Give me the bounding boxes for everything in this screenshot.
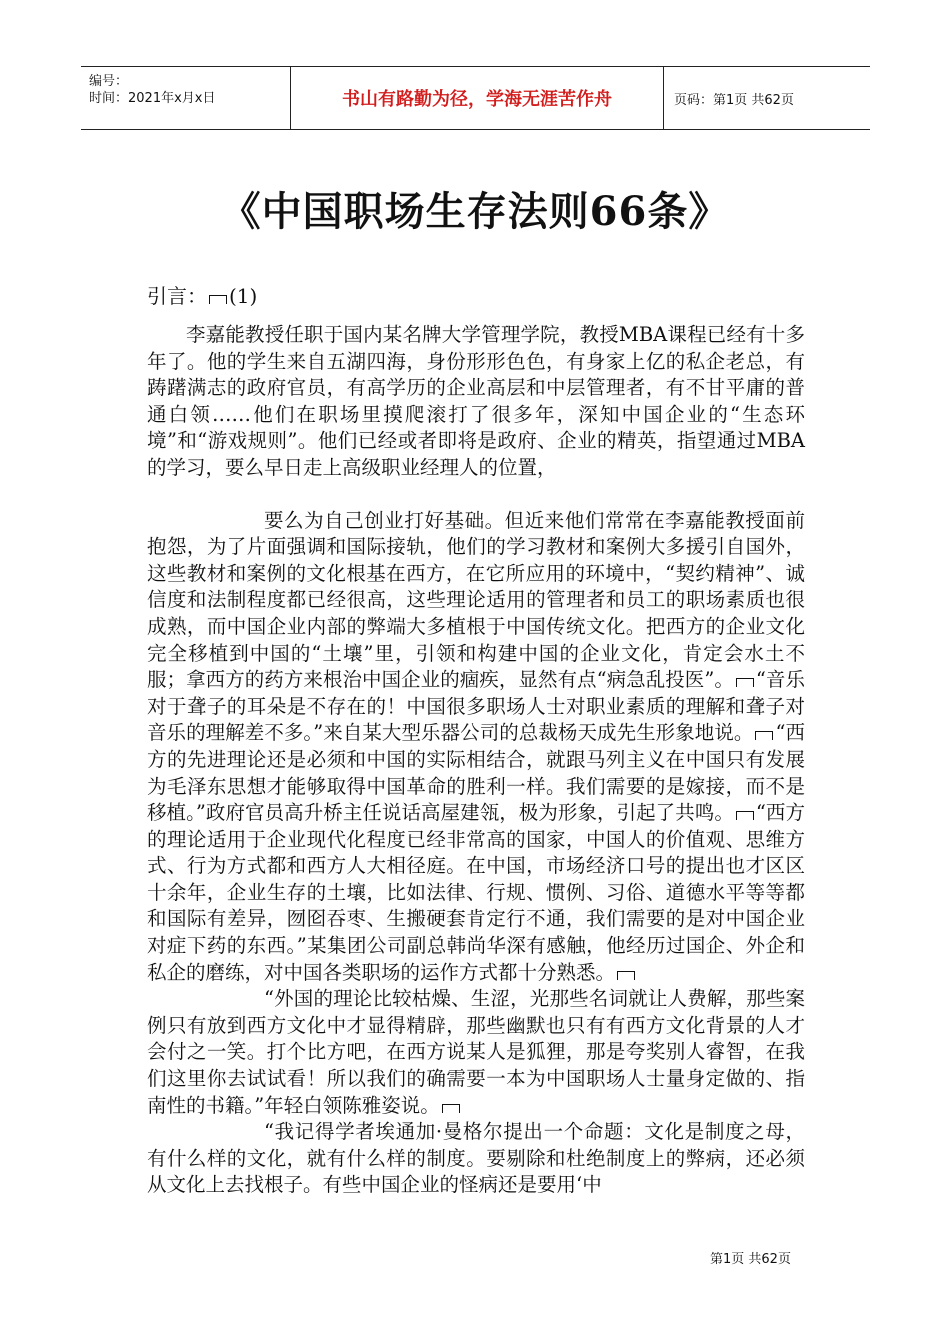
bracket-mark-icon: [736, 811, 754, 820]
intro-heading: [147, 280, 257, 309]
header-motto: 书山有路勤为径，学海无涯苦作舟: [290, 67, 664, 129]
paragraph-2-text-a: 要么为自己创业打好基础。但近来他们常常在李嘉能教授面前抱怨，为了片面强调和国际接轨，他们的学习教材和案例大多援引自国外，这些教材和案例的文化根基在西方，在它所应用的环境中，“契约精神”、诚信度和法制程度都已经很高，这些理论适用的管理者和员工的职场素质也很成熟，而中国企业内部的弊端大多植根于中国传统文化。把西方的企业文化完全移植到中国的“土壤”里，引领和构建中国的企业文化，肯定会水土不服；拿西方的药方来根治中国企业的痼疾，显然有点“病急乱投医”。: [147, 508, 805, 692]
bracket-mark-icon: [442, 1104, 460, 1113]
page-footer: 第1页 共62页: [710, 1252, 791, 1267]
paragraph-2-text-b: “音乐对于聋子的耳朵是不存在的！中国很多职场人士对职业素质的理解和聋子对音乐的理解差不多。”来自某大型乐器公司的总裁杨天成先生形象地说。: [147, 668, 805, 745]
intro-label: 引言：: [147, 284, 207, 308]
document-time-label: 时间：2021年x月x日: [89, 91, 216, 106]
paragraph-3-text: “外国的理论比较枯燥、生涩，光那些名词就让人费解，那些案例只有放到西方文化中才显得精辟，那些幽默也只有有西方文化背景的人才会付之一笑。打个比方吧，在西方说某人是狐狸，那是夸奖别人睿智，在我们这里你去试试看！所以我们的确需要一本为中国职场人士量身定做的、指南性的书籍。”年轻白领陈雅姿说。: [147, 987, 805, 1117]
document-body: [147, 322, 805, 1199]
paragraph-2-text-c: “西方的先进理论还是必须和中国的实际相结合，就跟马列主义在中国只有发展为毛泽东思想才能够取得中国革命的胜利一样。我们需要的是嫁接，而不是移植。”政府官员高升桥主任说话高屋建瓴，极为形象，引起了共鸣。: [147, 721, 805, 825]
header-table: [81, 66, 870, 130]
intro-number: (1): [229, 284, 258, 308]
bracket-mark-icon: [736, 678, 754, 687]
paragraph-3: [147, 986, 805, 1119]
document-number-label: 编号：: [89, 74, 129, 89]
paragraph-2-text-d: “西方的理论适用于企业现代化程度已经非常高的国家，中国人的价值观、思维方式、行为方式都和西方人大相径庭。在中国，市场经济口号的提出也才区区十余年，企业生存的土壤，比如法律、行规、惯例、习俗、道德水平等等都和国际有差异，囫囵吞枣、生搬硬套肯定行不通，我们需要的是对中国企业对症下药的东西。”某集团公司副总韩尚华深有感触，他经历过国企、外企和私企的磨练，对中国各类职场的运作方式都十分熟悉。: [147, 801, 805, 984]
bracket-mark-icon: [617, 971, 635, 980]
paragraph-1: 李嘉能教授任职于国内某名牌大学管理学院，教授MBA课程已经有十多年了。他的学生来自五湖四海，身份形形色色，有身家上亿的私企老总，有踌躇满志的政府官员，有高学历的企业高层和中层管理者，有不甘平庸的普通白领……他们在职场里摸爬滚打了很多年，深知中国企业的“生态环境”和“游戏规则”。他们已经或者即将是政府、企业的精英，指望通过MBA的学习，要么早日走上高级职业经理人的位置，: [147, 323, 805, 479]
header-page-code: 页码：第1页 共62页: [674, 92, 794, 108]
header-meta: [81, 67, 290, 129]
document-title: 《中国职场生存法则66条》: [220, 188, 730, 235]
bracket-mark-icon: [209, 295, 227, 304]
bracket-mark-icon: [755, 731, 773, 740]
paragraph-4: “我记得学者埃通加·曼格尔提出一个命题：文化是制度之母，有什么样的文化，就有什么样的制度。要剔除和杜绝制度上的弊病，还必须从文化上去找根子。有些中国企业的怪病还是要用‘中: [147, 1120, 805, 1197]
paragraph-2: [147, 508, 805, 987]
